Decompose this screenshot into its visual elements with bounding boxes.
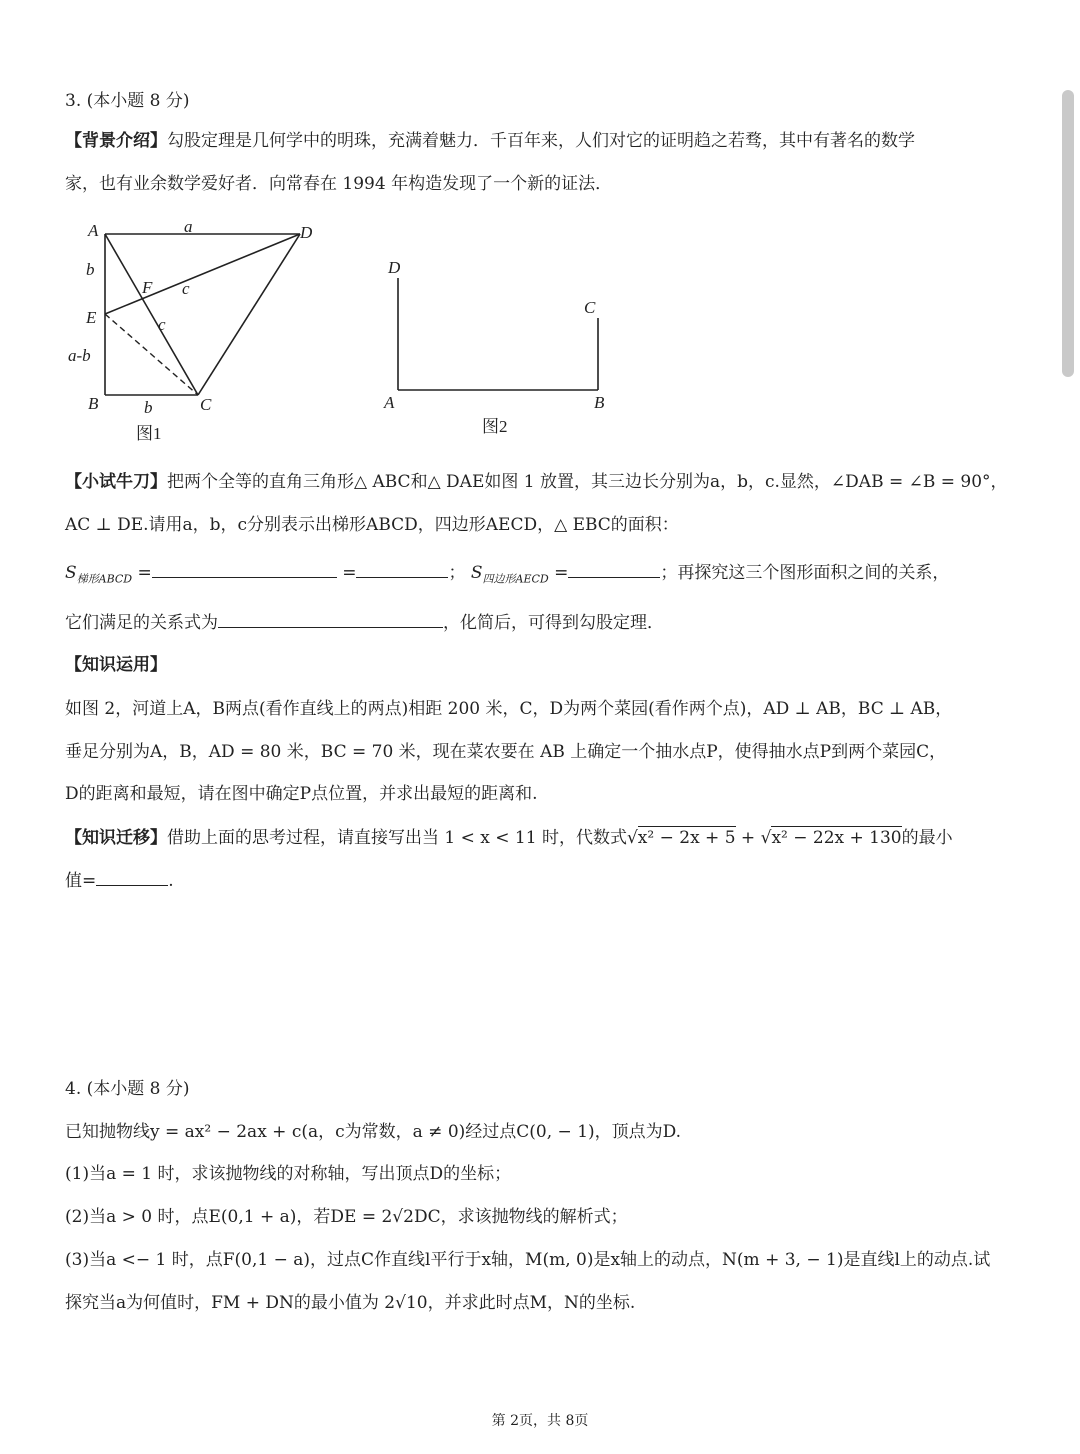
label-B: B: [88, 394, 99, 413]
sqrt-expression-1: x² − 2x + 5: [637, 828, 736, 848]
q3-background-line1: [65, 129, 915, 153]
label-c-2: c: [158, 315, 166, 334]
q4-line1: 已知抛物线y = ax² − 2ax + c(a，c为常数，a ≠ 0)经过点C(0, − 1)，顶点为D.: [65, 1122, 682, 1142]
label-b-side: b: [86, 260, 95, 279]
label-D: D: [388, 258, 401, 277]
apply-tag: 【知识运用】: [65, 655, 167, 675]
area-s1-label: S: [65, 563, 77, 583]
area-expressions: [65, 561, 949, 591]
transfer-text-b: 的最小: [901, 828, 953, 848]
blank-min-value[interactable]: [96, 871, 168, 886]
background-tag: 【背景介绍】: [65, 131, 167, 151]
figure-1: [60, 212, 330, 452]
trial-text1: 把两个全等的直角三角形△ ABC和△ DAE如图 1 放置，其三边长分别为a，b，c.显然，∠DAB = ∠B = 90°，: [167, 472, 1008, 492]
transfer-line1: 【知识迁移】借助上面的思考过程，请直接写出当 1 < x < 11 时，代数式√x² − 2x + 5 + √x² − 22x + 130的最小: [65, 828, 953, 848]
background-text1: 勾股定理是几何学中的明珠，充满着魅力．千百年来，人们对它的证明趋之若骛，其中有著名的数学: [167, 131, 915, 151]
transfer-text2: 值=: [65, 871, 97, 891]
scrollbar[interactable]: [1062, 90, 1074, 377]
segment-ec-dashed: [105, 314, 198, 395]
sqrt-expression-2: x² − 22x + 130: [771, 828, 902, 848]
apply-text2: 垂足分别为A，B，AD = 80 米，BC = 70 米，现在菜农要在 AB 上确定一个抽水点P，使得抽水点P到两个菜园C，: [65, 742, 947, 762]
relation-line: [65, 611, 664, 635]
semicolon: ；: [448, 563, 466, 583]
transfer-tag: 【知识迁移】: [65, 828, 167, 848]
area-tail: ；再探究这三个图形面积之间的关系，: [660, 563, 950, 583]
equals-3: =: [554, 563, 569, 583]
trial-line1: [65, 470, 1008, 494]
label-C: C: [584, 298, 596, 317]
label-C: C: [200, 395, 212, 414]
page-footer: 第 2页，共 8页: [491, 1413, 589, 1429]
q4-line4: (3)当a <− 1 时，点F(0,1 − a)，过点C作直线l平行于x轴，M(m, 0)是x轴上的动点，N(m + 3, − 1)是直线l上的动点.试: [65, 1250, 991, 1270]
q4-header: 4. (本小题 8 分): [65, 1079, 190, 1099]
label-A: A: [88, 221, 99, 240]
blank-trapezoid-area-2[interactable]: [356, 563, 448, 578]
figure-2: [370, 245, 640, 445]
segment-cd: [198, 234, 300, 395]
blank-relation[interactable]: [218, 613, 443, 628]
figure-2-caption: 图2: [482, 417, 508, 436]
trial-text2: AC ⊥ DE.请用a，b，c分别表示出梯形ABCD，四边形AECD，△ EBC的面积：: [65, 515, 679, 535]
label-a-minus-b: a-b: [68, 346, 91, 365]
label-F: F: [142, 278, 153, 297]
area-s2-subscript: 四边形AECD: [482, 572, 549, 586]
label-a: a: [184, 217, 193, 236]
blank-trapezoid-area-1[interactable]: [152, 563, 337, 578]
plus-sign: +: [735, 828, 761, 848]
transfer-end: .: [168, 871, 174, 891]
equals-2: =: [342, 563, 357, 583]
segment-ac: [105, 234, 198, 395]
segment-ed: [105, 234, 300, 314]
area-s1-subscript: 梯形ABCD: [76, 572, 133, 586]
relation-tail: ，化简后，可得到勾股定理．: [443, 613, 664, 633]
area-s2-label: S: [470, 563, 483, 583]
background-text2: 家，也有业余数学爱好者．向常春在 1994 年构造发现了一个新的证法．: [65, 174, 613, 194]
label-B: B: [594, 393, 605, 412]
blank-quadrilateral-area[interactable]: [568, 563, 660, 578]
trial-tag: 【小试牛刀】: [65, 472, 167, 492]
transfer-text-a: 借助上面的思考过程，请直接写出当 1 < x < 11 时，代数式: [167, 828, 627, 848]
figure-1-caption: 图1: [136, 424, 162, 443]
relation-head: 它们满足的关系式为: [65, 613, 218, 633]
q4-line2: (1)当a = 1 时，求该抛物线的对称轴，写出顶点D的坐标；: [65, 1164, 512, 1184]
label-E: E: [86, 308, 97, 327]
q4-line3: (2)当a > 0 时，点E(0,1 + a)，若DE = 2√2DC，求该抛物线的解析式；: [65, 1207, 628, 1227]
apply-text1: 如图 2，河道上A，B两点(看作直线上的两点)相距 200 米，C，D为两个菜园(看作两个点)，AD ⊥ AB，BC ⊥ AB，: [65, 699, 953, 719]
label-D: D: [300, 223, 313, 242]
q3-header: 3. (本小题 8 分): [65, 91, 190, 111]
transfer-line2: [65, 869, 174, 893]
equals-1: =: [137, 563, 152, 583]
label-b-bottom: b: [144, 398, 153, 417]
label-A: A: [384, 393, 395, 412]
label-c-1: c: [182, 279, 190, 298]
apply-text3: D的距离和最短，请在图中确定P点位置，并求出最短的距离和.: [65, 784, 538, 804]
q4-line5: 探究当a为何值时，FM + DN的最小值为 2√10，并求此时点M，N的坐标.: [65, 1293, 636, 1313]
